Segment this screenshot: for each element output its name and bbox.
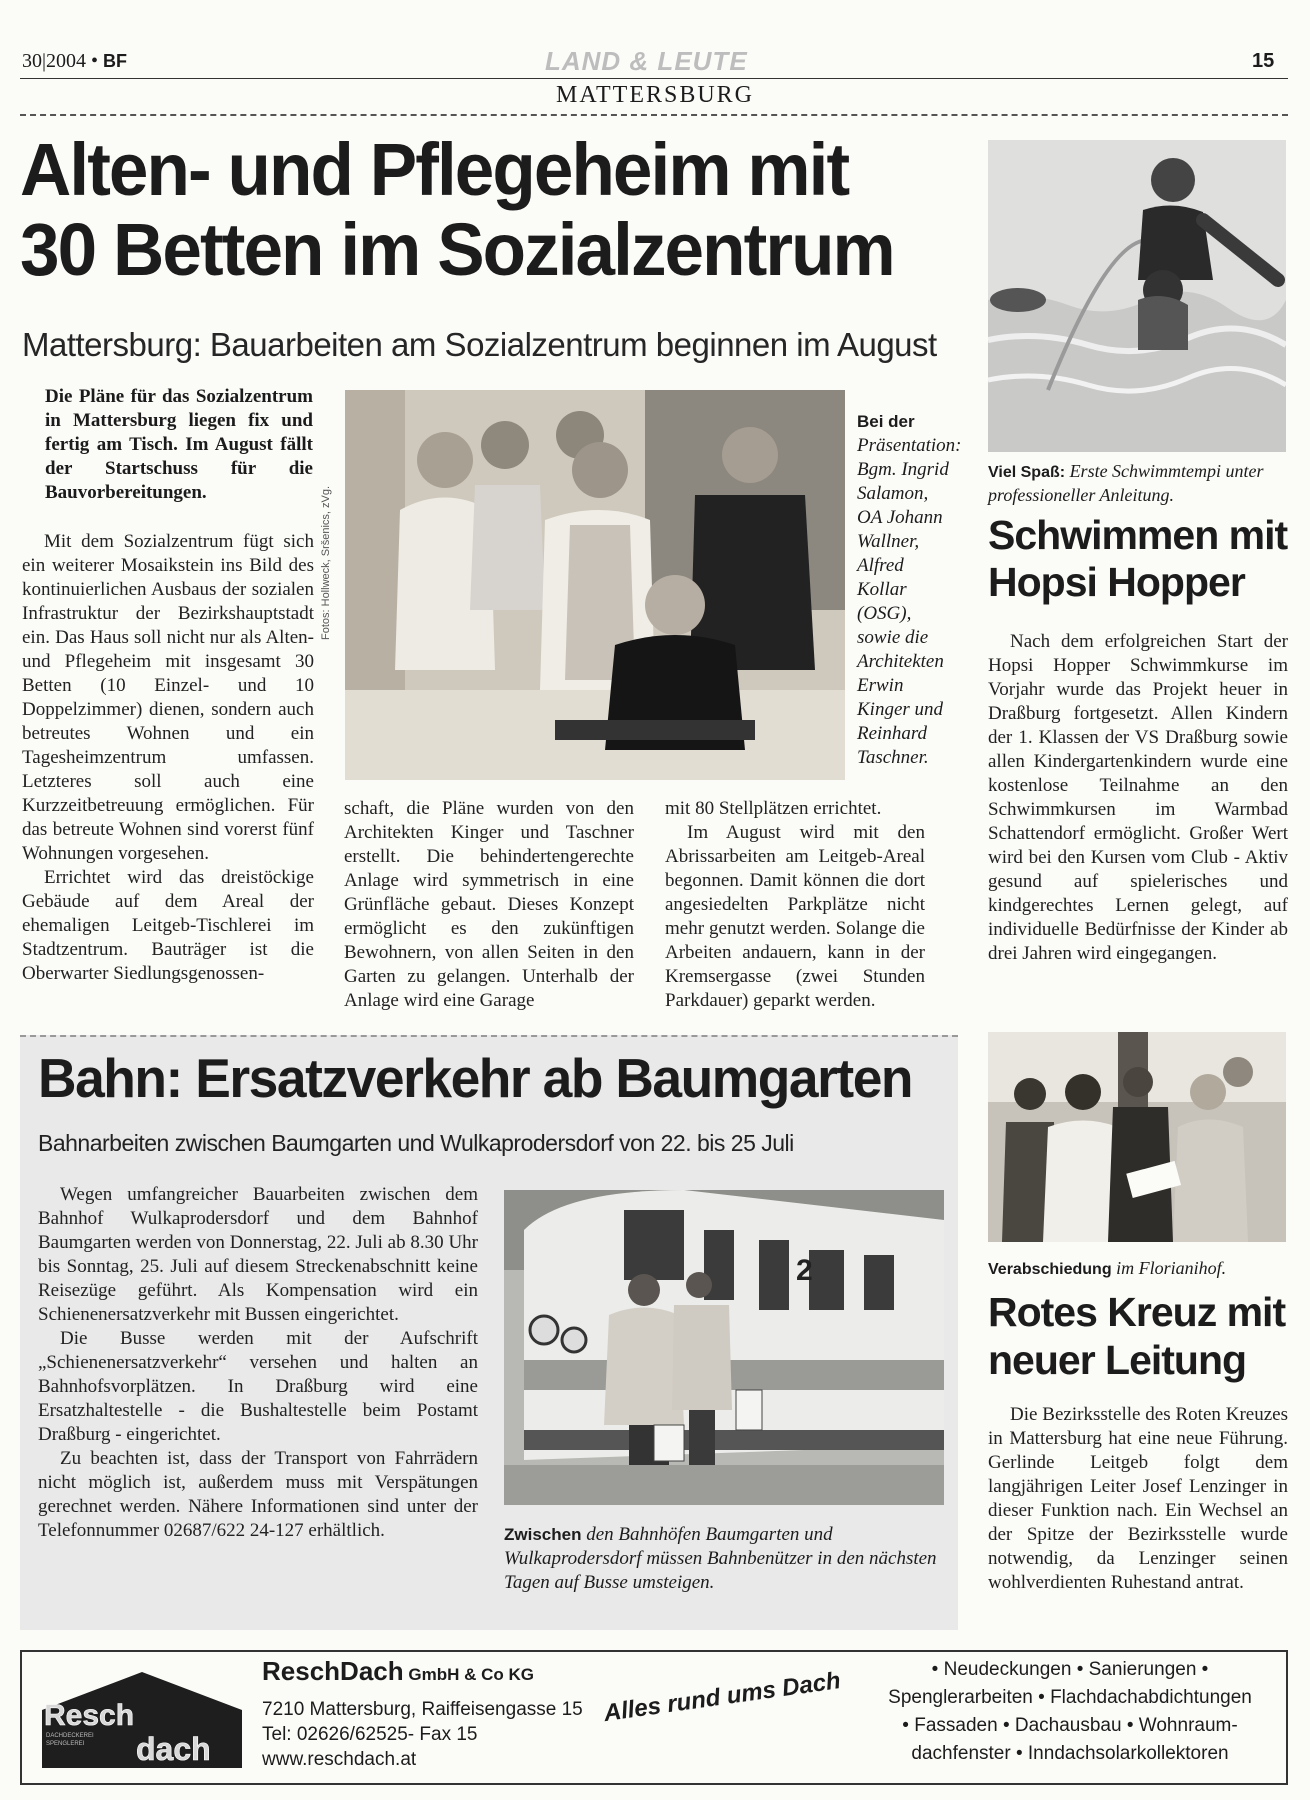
services-line: • Neudeckungen • Sanierungen • — [931, 1659, 1209, 1680]
rail-headline: Bahn: Ersatzverkehr ab Baumgarten — [38, 1047, 913, 1109]
services-line: Spenglerarbeiten • Flachdachabdichtungen — [888, 1687, 1252, 1708]
services-line: • Fassaden • Dachausbau • Wohnraum- — [902, 1715, 1238, 1736]
logo-small-1: DACHDECKEREI — [46, 1733, 94, 1739]
swimming-headline-line1: Schwimmen mit — [988, 512, 1288, 558]
logo-word-1: Resch — [44, 1699, 135, 1732]
main-column-2 — [344, 797, 634, 1013]
caption-label: Verabschiedung — [988, 1261, 1112, 1278]
ad-services — [860, 1656, 1280, 1768]
header-divider — [20, 114, 1288, 116]
ad-website[interactable]: www.reschdach.at — [262, 1749, 417, 1770]
main-column-1 — [22, 530, 314, 986]
header-rule — [20, 78, 1288, 79]
swimming-headline — [988, 512, 1288, 606]
main-lead: Die Pläne für das Sozialzentrum in Mattersburg liegen fix und fertig am Tisch. Im August fällt der Startschuss für die Bauvorbereitungen. — [45, 386, 313, 503]
issue-number: 30|2004 — [22, 50, 87, 72]
main-headline — [20, 130, 942, 290]
company-name: ReschDach — [262, 1656, 404, 1686]
paragraph: schaft, die Pläne wurden von den Architekten Kinger und Taschner erstellt. Die behindertengerechte Anlage wird symmetrisch in eine Grünfläche gebaut. Dieses Konzept ermöglicht es den zukünftigen Bewohnern, von allen Seiten in den Garten zu gelangen. Unterhalb der Anlage wird eine Garage — [344, 798, 634, 1011]
caption-label: Bei der — [857, 412, 915, 431]
caption-label: Viel Spaß: — [988, 464, 1066, 481]
caption-text: den Bahnhöfen Baumgarten und Wulkaprodersdorf müssen Bahnbenützer in den nächsten Tagen auf Busse umsteigen. — [504, 1524, 937, 1593]
train-illustration — [504, 1190, 944, 1505]
train-class-number: 2 — [796, 1254, 813, 1287]
services-line: dachfenster • Inndachsolarkollektoren — [911, 1743, 1229, 1764]
train-caption — [504, 1523, 944, 1595]
caption-text: im Florianihof. — [1116, 1258, 1227, 1278]
rail-body — [38, 1183, 478, 1543]
company-suffix: GmbH & Co KG — [408, 1665, 534, 1684]
paragraph: Die Busse werden mit der Aufschrift „Schienenersatzverkehr“ versehen und halten an Bahnhofsvorplätzen. In Draßburg wird eine Ersatzhaltestelle - die Bushaltestelle beim Postamt Draßburg - eingerichtet. — [38, 1328, 478, 1445]
paper-name: BF — [103, 51, 128, 71]
swimming-headline-line2: Hopsi Hopper — [988, 559, 1245, 605]
ad-company — [262, 1656, 534, 1687]
red-cross-headline-line2: neuer Leitung — [988, 1337, 1247, 1383]
swimming-caption — [988, 460, 1288, 506]
page-number: 15 — [1252, 50, 1275, 72]
logo-word-2: dach — [136, 1731, 211, 1767]
swimming-body — [988, 630, 1288, 966]
presentation-photo — [345, 390, 845, 780]
paragraph: mit 80 Stellplätzen errichtet. — [665, 798, 882, 819]
house-logo-icon — [36, 1670, 248, 1770]
ad-address-line: 7210 Mattersburg, Raiffeisengasse 15 — [262, 1699, 583, 1720]
ad-slogan: Alles rund ums Dach — [602, 1667, 843, 1728]
red-cross-photo — [988, 1032, 1286, 1242]
main-subheadline: Mattersburg: Bauarbeiten am Sozialzentrum beginnen im August — [22, 326, 937, 363]
red-cross-headline — [988, 1288, 1288, 1384]
photo-credit: Fotos: Hollweck, Sršenics, zVg. — [320, 485, 332, 640]
swimming-photo — [988, 140, 1286, 452]
caption-text: Präsentation: Bgm. Ingrid Salamon, OA Johann Wallner, Alfred Kollar (OSG), sowie die Architekten Erwin Kinger und Reinhard Taschner. — [857, 435, 962, 768]
rail-subheadline: Bahnarbeiten zwischen Baumgarten und Wulkaprodersdorf von 22. bis 25 Juli — [38, 1130, 794, 1156]
paragraph: Zu beachten ist, dass der Transport von Fahrrädern nicht möglich ist, außerdem muss mit Verspätungen gerechnet werden. Nähere Informationen sind unter der Telefonnummer 02687/622 24-127 erhältlich. — [38, 1448, 478, 1541]
paragraph: Wegen umfangreicher Bauarbeiten zwischen dem Bahnhof Wulkaprodersdorf und dem Bahnhof Baumgarten werden von Donnerstag, 22. Juli ab 8.30 Uhr bis Sonntag, 25. Juli auf diesem Streckenabschnitt keine Reisezüge geführt. Als Kompensation wird ein Schienenersatzverkehr mit Bussen eingerichtet. — [38, 1184, 478, 1325]
main-column-3 — [665, 797, 925, 1013]
ad-contact — [262, 1697, 583, 1772]
ad-phone: Tel: 02626/62525- Fax 15 — [262, 1724, 478, 1745]
red-cross-illustration — [988, 1032, 1286, 1242]
caption-label: Zwischen — [504, 1525, 582, 1544]
paragraph: Im August wird mit den Abrissarbeiten am Leitgeb-Areal begonnen. Damit können die dort angesiedelten Parkplätze nicht mehr genutzt werden. Solange die Arbeiten andauern, kann in der Kremsergasse (zwei Stunden Parkdauer) geparkt werden. — [665, 822, 925, 1011]
section-title: LAND & LEUTE — [545, 46, 748, 76]
train-photo — [504, 1190, 944, 1505]
paragraph: Errichtet wird das dreistöckige Gebäude auf dem Areal der ehemaligen Leitgeb-Tischlerei im Stadtzentrum. Bauträger ist die Oberwarter Siedlungsgenossen- — [22, 867, 314, 984]
caption-text: Erste Schwimmtempi unter professioneller Anleitung. — [988, 461, 1264, 505]
issue-info: 30|2004 • BF — [22, 50, 128, 72]
paragraph: Die Bezirksstelle des Roten Kreuzes in Mattersburg hat eine neue Führung. Gerlinde Leitgeb folgt dem langjährigen Leiter Josef Lenzinger in dieser Funktion nach. Ein Wechsel an der Spitze der Bezirksstelle wurde notwendig, da Lenzinger seinen wohlverdienten Ruhestand antrat. — [988, 1404, 1288, 1593]
presentation-caption — [857, 410, 962, 770]
swimming-illustration — [988, 140, 1286, 452]
main-headline-line2: 30 Betten im Sozialzentrum — [20, 208, 894, 291]
paragraph: Mit dem Sozialzentrum fügt sich ein weiterer Mosaikstein ins Bild des kontinuierlichen Ausbaus der sozialen Infrastruktur der Bezirkshauptstadt ein. Das Haus soll nicht nur als Alten- und Pflegeheim mit insgesamt 30 Betten (10 Einzel- und 10 Doppelzimmer) dienen, sondern auch betreutes Wohnen und ein Tagesheimzentrum umfassen. Letzteres soll auch eine Kurzzeitbetreuung ermöglichen. Für das betreute Wohnen sind vorerst fünf Wohnungen vorgesehen. — [22, 531, 314, 864]
red-cross-body — [988, 1403, 1288, 1595]
region-title: MATTERSBURG — [555, 82, 755, 108]
group-photo-illustration — [345, 390, 845, 780]
reschdach-logo — [36, 1670, 248, 1770]
red-cross-headline-line1: Rotes Kreuz mit — [988, 1289, 1286, 1335]
main-headline-line1: Alten- und Pflegeheim mit — [20, 128, 849, 211]
paragraph: Nach dem erfolgreichen Start der Hopsi Hopper Schwimmkurse im Vorjahr wurde das Projekt heuer in Draßburg fortgesetzt. Allen Kindern der 1. Klassen der VS Draßburg sowie allen Kindergartenkindern wurde eine kostenlose Teilnahme an den Schwimmkursen im Warmbad Schattendorf ermöglicht. Großer Wert wird bei den Kursen vom Club - Aktiv gesund auf spielerisches und kindgerechtes Lernen gelegt, auf individuelle Bedürfnisse der Kinder ab drei Jahren wird eingegangen. — [988, 631, 1288, 964]
logo-small-2: SPENGLEREI — [46, 1741, 85, 1747]
red-cross-caption — [988, 1257, 1288, 1281]
